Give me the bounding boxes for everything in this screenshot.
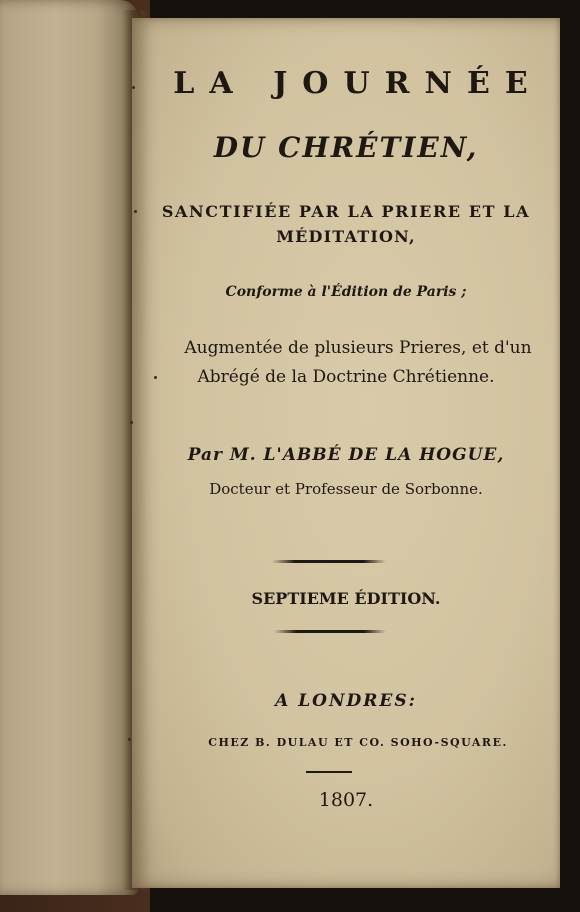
subtitle-line-2: MÉDITATION,: [276, 227, 416, 246]
edition-line: SEPTIEME ÉDITION.: [251, 589, 441, 608]
paper-speck: [154, 376, 157, 379]
augmentee-line-2: Abrégé de la Doctrine Chrétienne.: [197, 367, 495, 387]
place-line: A LONDRES:: [275, 691, 417, 711]
paper-speck: [134, 210, 137, 213]
subtitle-line-1: SANCTIFIÉE PAR LA PRIERE ET LA: [161, 202, 531, 221]
ornamental-rule-top: [272, 560, 386, 563]
title-line-2: DU CHRÉTIEN,: [213, 131, 479, 164]
publisher-line: CHEZ B. DULAU ET CO. SOHO-SQUARE.: [208, 736, 508, 749]
title-line-1: LA JOURNÉE: [173, 66, 543, 101]
author-line: Par M. L'ABBÉ DE LA HOGUE,: [187, 445, 505, 465]
conforme-line: Conforme à l'Édition de Paris ;: [225, 284, 467, 300]
year-line: 1807.: [318, 789, 374, 811]
year-rule: [306, 771, 352, 773]
title-page: [132, 18, 560, 888]
author-title-line: Docteur et Professeur de Sorbonne.: [209, 480, 483, 498]
augmentee-line-1: Augmentée de plusieurs Prieres, et d'un: [184, 338, 532, 358]
paper-speck: [130, 421, 133, 424]
paper-speck: [128, 738, 131, 741]
ornamental-rule-bottom: [274, 630, 386, 633]
paper-speck: [132, 86, 135, 89]
left-blank-page: [0, 0, 138, 895]
title-page-text: [132, 18, 560, 888]
